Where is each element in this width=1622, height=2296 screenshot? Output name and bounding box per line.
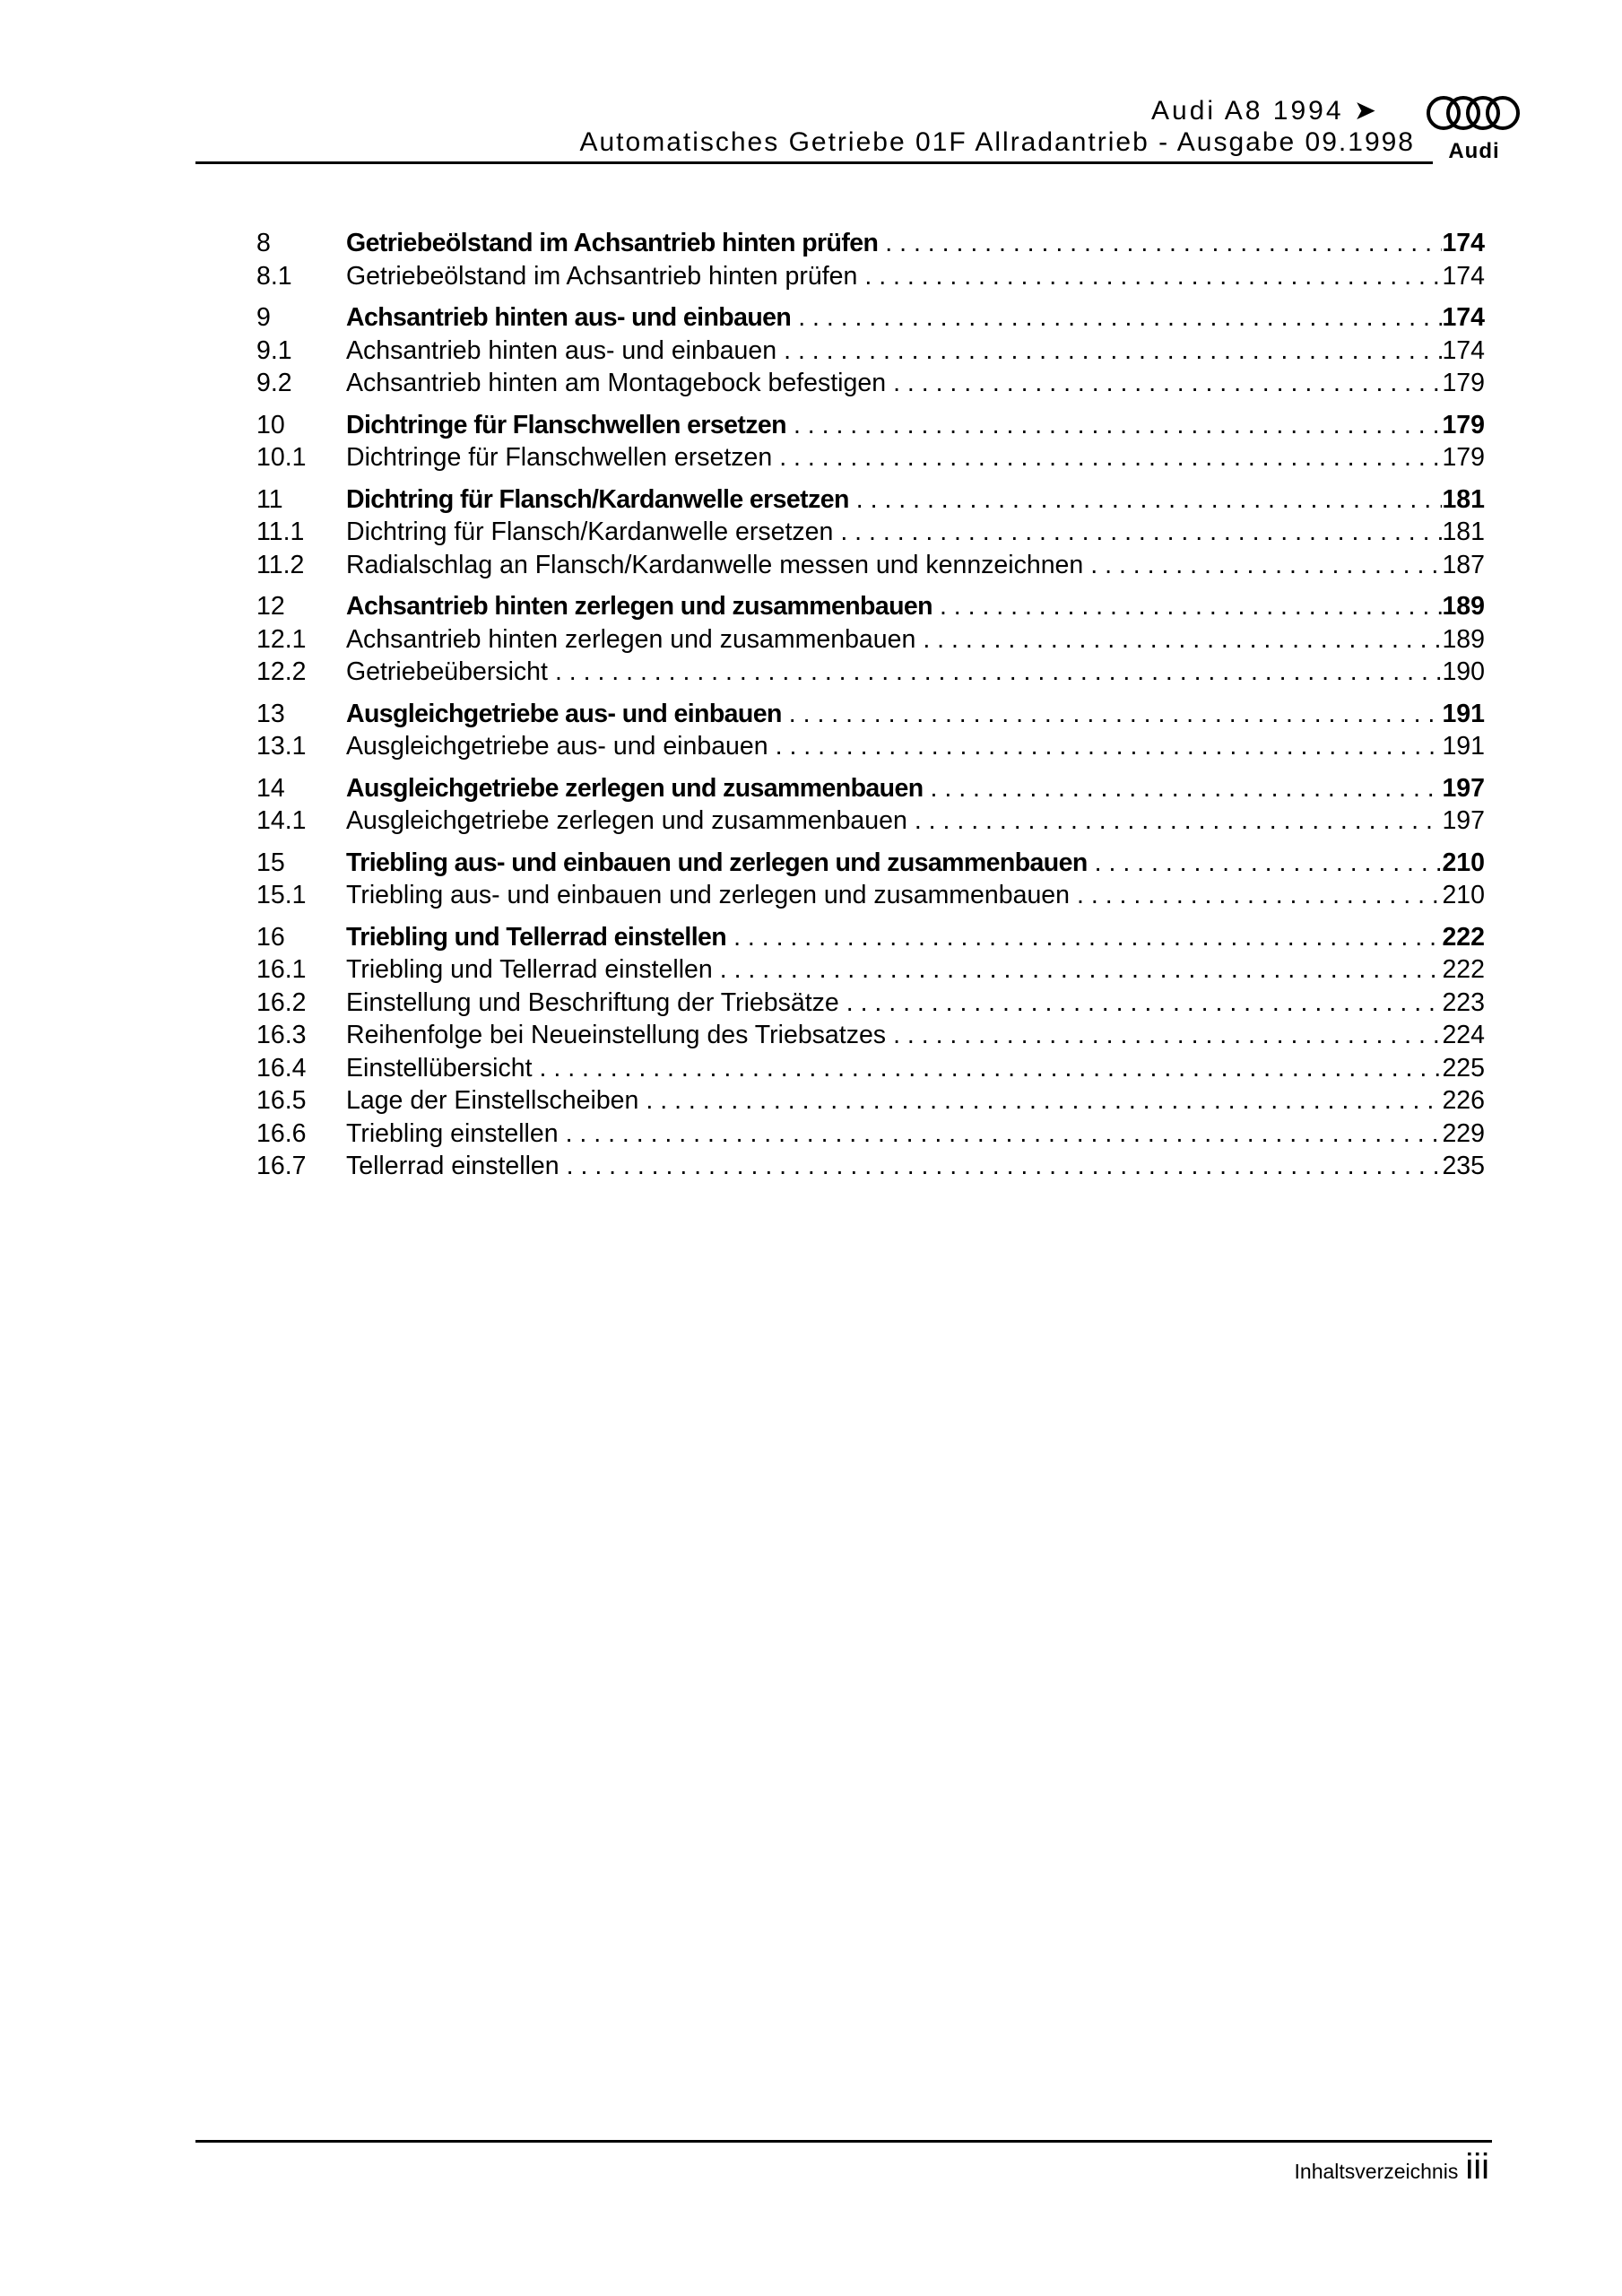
toc-number: 12	[256, 592, 285, 621]
toc-section-row	[256, 987, 1485, 1020]
toc-number: 14	[256, 773, 285, 803]
toc-page-number: 224	[1442, 1021, 1485, 1049]
toc-dot-leader	[857, 260, 1442, 293]
page-header	[195, 90, 1524, 170]
toc-title: Lage der Einstellscheiben	[346, 1086, 639, 1115]
toc-page-number: 235	[1442, 1152, 1485, 1180]
toc-section-row	[256, 1052, 1485, 1085]
toc-chapter-row	[256, 409, 1485, 442]
toc-dot-leader	[886, 1019, 1442, 1052]
toc-title: Achsantrieb hinten zerlegen und zusammenbauen	[346, 592, 932, 621]
toc-title: Tellerrad einstellen	[346, 1152, 559, 1180]
toc-section-row	[256, 804, 1485, 838]
toc-title: Triebling aus- und einbauen und zerlegen und zusammenbauen	[346, 848, 1088, 877]
toc-section-row	[256, 1150, 1485, 1183]
toc-dot-leader	[886, 367, 1442, 400]
toc-dot-leader	[786, 409, 1443, 442]
toc-dot-leader	[791, 301, 1442, 335]
toc-title: Ausgleichgetriebe aus- und einbauen	[346, 732, 768, 761]
toc-page-number: 181	[1442, 517, 1485, 546]
toc-section-row	[256, 367, 1485, 400]
toc-chapter-row	[256, 483, 1485, 517]
toc-dot-leader	[548, 656, 1442, 689]
toc-number: 10	[256, 410, 285, 439]
toc-dot-leader	[833, 516, 1442, 549]
toc-page-number: 191	[1442, 699, 1485, 728]
toc-number: 10.1	[256, 443, 307, 472]
toc-section-row	[256, 953, 1485, 987]
toc-number: 9	[256, 303, 271, 332]
toc-section-row	[256, 623, 1485, 657]
toc-dot-leader	[726, 921, 1442, 954]
toc-number: 13.1	[256, 732, 307, 761]
toc-page-number: 189	[1442, 592, 1485, 621]
toc-number: 16.2	[256, 987, 307, 1017]
toc-dot-leader	[839, 987, 1443, 1020]
toc-title: Triebling aus- und einbauen und zerlegen und zusammenbauen	[346, 881, 1071, 909]
toc-title: Einstellübersicht	[346, 1053, 533, 1083]
toc-dot-leader	[1088, 847, 1443, 880]
toc-section-row	[256, 1118, 1485, 1151]
header-subtitle: Automatisches Getriebe 01F Allradantrieb - Ausgabe 09.1998	[579, 127, 1415, 157]
toc-dot-leader	[713, 953, 1443, 987]
toc-title: Ausgleichgetriebe aus- und einbauen	[346, 699, 782, 728]
toc-title: Dichtring für Flansch/Kardanwelle ersetzen	[346, 517, 834, 546]
toc-number: 8.1	[256, 261, 292, 291]
toc-title: Dichtringe für Flanschwellen ersetzen	[346, 410, 786, 439]
toc-dot-leader	[559, 1150, 1443, 1183]
toc-title: Getriebeölstand im Achsantrieb hinten prüfen	[346, 229, 879, 257]
toc-page-number: 179	[1442, 369, 1485, 397]
toc-section-row	[256, 516, 1485, 549]
toc-number: 15	[256, 848, 285, 877]
toc-number: 9.1	[256, 335, 292, 365]
toc-title: Achsantrieb hinten aus- und einbauen	[346, 335, 777, 365]
toc-dot-leader	[772, 441, 1442, 474]
toc-number: 12.2	[256, 657, 307, 686]
toc-dot-leader	[559, 1118, 1443, 1151]
toc-number: 15.1	[256, 881, 307, 909]
toc-page-number: 229	[1442, 1118, 1485, 1148]
toc-dot-leader	[782, 698, 1443, 731]
toc-number: 16.4	[256, 1053, 307, 1083]
toc-page-number: 222	[1442, 955, 1485, 984]
toc-number: 11	[256, 484, 283, 514]
toc-title: Ausgleichgetriebe zerlegen und zusammenbauen	[346, 773, 924, 803]
toc-title: Triebling und Tellerrad einstellen	[346, 955, 713, 984]
toc-page-number: 191	[1442, 732, 1485, 761]
audi-logo	[1424, 91, 1524, 165]
toc-number: 14.1	[256, 806, 307, 835]
toc-dot-leader	[878, 227, 1442, 260]
toc-title: Achsantrieb hinten am Montagebock befestigen	[346, 369, 887, 397]
toc-number: 11.2	[256, 550, 305, 579]
toc-number: 9.2	[256, 369, 292, 397]
toc-number: 16.6	[256, 1118, 307, 1148]
footer-page-number: iii	[1465, 2147, 1489, 2187]
toc-number: 16.5	[256, 1086, 307, 1115]
toc-number: 16	[256, 922, 285, 952]
toc-page-number: 210	[1442, 848, 1485, 877]
toc-dot-leader	[533, 1052, 1443, 1085]
toc-chapter-row	[256, 301, 1485, 335]
toc-page-number: 226	[1442, 1086, 1485, 1115]
toc-title: Triebling und Tellerrad einstellen	[346, 922, 727, 952]
toc-section-row	[256, 260, 1485, 293]
toc-title: Dichtring für Flansch/Kardanwelle ersetzen	[346, 484, 849, 514]
toc-number: 11.1	[256, 517, 305, 546]
toc-page-number: 187	[1442, 550, 1485, 579]
toc-dot-leader	[907, 804, 1443, 838]
toc-title: Reihenfolge bei Neueinstellung des Triebsatzes	[346, 1021, 887, 1049]
toc-section-row	[256, 656, 1485, 689]
toc-page-number: 197	[1442, 806, 1485, 835]
toc-dot-leader	[915, 623, 1442, 657]
toc-page-number: 181	[1442, 484, 1485, 514]
toc-page-number: 210	[1442, 881, 1485, 909]
toc-dot-leader	[768, 730, 1443, 763]
toc-dot-leader	[932, 590, 1442, 623]
toc-chapter-row	[256, 227, 1485, 260]
toc-chapter-row	[256, 698, 1485, 731]
toc-chapter-row	[256, 847, 1485, 880]
toc-section-row	[256, 730, 1485, 763]
toc-number: 16.3	[256, 1021, 307, 1049]
toc-title: Achsantrieb hinten zerlegen und zusammenbauen	[346, 624, 916, 654]
toc-number: 13	[256, 699, 285, 728]
toc-number: 16.7	[256, 1152, 307, 1180]
toc-page-number: 190	[1442, 657, 1485, 686]
four-rings-icon	[1428, 98, 1518, 128]
toc-number: 8	[256, 229, 271, 257]
toc-chapter-row	[256, 772, 1485, 805]
toc-page-number: 174	[1442, 303, 1485, 332]
toc-chapter-row	[256, 921, 1485, 954]
toc-chapter-row	[256, 590, 1485, 623]
toc-page-number: 225	[1442, 1053, 1485, 1083]
toc-section-row	[256, 441, 1485, 474]
footer-rule	[195, 2140, 1492, 2143]
toc-title: Ausgleichgetriebe zerlegen und zusammenbauen	[346, 806, 907, 835]
toc-dot-leader	[1070, 879, 1442, 912]
page-footer	[1295, 2147, 1489, 2187]
footer-label: Inhaltsverzeichnis	[1294, 2160, 1459, 2183]
header-title: Audi A8 1994 ➤	[1151, 96, 1379, 126]
toc-title: Achsantrieb hinten aus- und einbauen	[346, 303, 792, 332]
toc-number: 12.1	[256, 624, 307, 654]
toc-dot-leader	[1083, 549, 1442, 582]
toc-title: Triebling einstellen	[346, 1118, 559, 1148]
toc-title: Getriebeübersicht	[346, 657, 548, 686]
toc-page-number: 222	[1442, 922, 1485, 952]
toc-dot-leader	[638, 1084, 1442, 1118]
toc-dot-leader	[849, 483, 1443, 517]
toc-title: Einstellung und Beschriftung der Triebsätze	[346, 987, 839, 1017]
toc-section-row	[256, 1084, 1485, 1118]
toc-number: 16.1	[256, 955, 307, 984]
toc-title: Radialschlag an Flansch/Kardanwelle messen und kennzeichnen	[346, 550, 1084, 579]
toc-dot-leader	[776, 335, 1442, 368]
header-rule	[195, 161, 1433, 164]
toc-title: Dichtringe für Flanschwellen ersetzen	[346, 443, 773, 472]
toc-page-number: 197	[1442, 773, 1485, 803]
toc-section-row	[256, 879, 1485, 912]
toc-page-number: 189	[1442, 624, 1485, 654]
toc-dot-leader	[924, 772, 1443, 805]
toc-section-row	[256, 335, 1485, 368]
toc-page-number: 223	[1442, 987, 1485, 1017]
toc-page-number: 179	[1442, 443, 1485, 472]
toc-section-row	[256, 1019, 1485, 1052]
toc-title: Getriebeölstand im Achsantrieb hinten prüfen	[346, 261, 858, 291]
toc-page-number: 174	[1442, 229, 1485, 257]
toc-page-number: 174	[1442, 261, 1485, 291]
logo-wordmark: Audi	[1448, 139, 1500, 163]
toc-page-number: 179	[1442, 410, 1485, 439]
table-of-contents	[256, 227, 1485, 1183]
toc-section-row	[256, 549, 1485, 582]
toc-page-number: 174	[1442, 335, 1485, 365]
